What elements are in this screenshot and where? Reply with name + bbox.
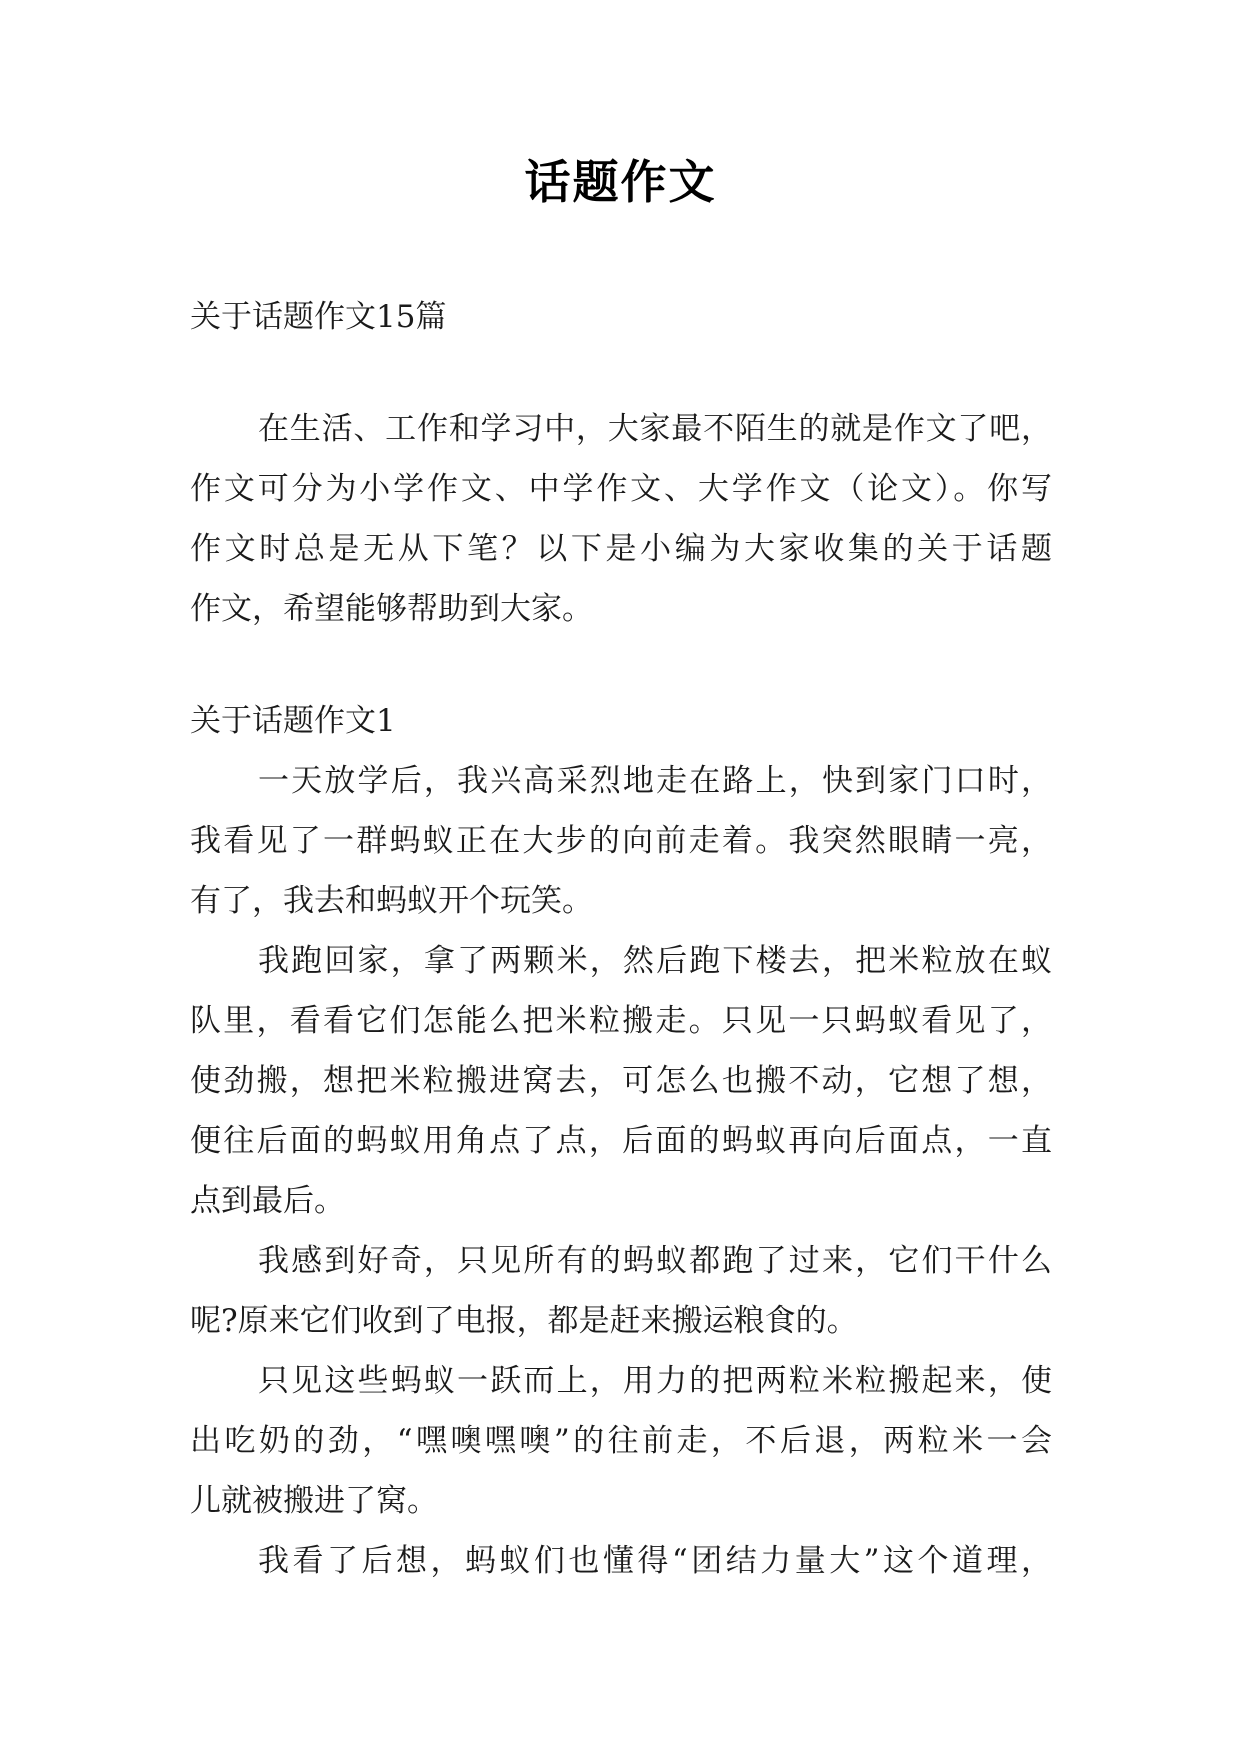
intro-line: 作文可分为小学作文、中学作文、大学作文（论文）。你写	[190, 471, 1052, 507]
intro-line: 作文时总是无从下笔？以下是小编为大家收集的关于话题	[190, 531, 1052, 567]
body-line: 我看见了一群蚂蚁正在大步的向前走着。我突然眼睛一亮，	[190, 823, 1052, 859]
body-line: 出吃奶的劲，“嘿噢嘿噢”的往前走，不后退，两粒米一会	[190, 1423, 1052, 1459]
body-line: 队里，看看它们怎能么把米粒搬走。只见一只蚂蚁看见了，	[190, 1003, 1052, 1039]
intro-line: 作文，希望能够帮助到大家。	[190, 591, 593, 627]
body-line: 点到最后。	[190, 1183, 345, 1219]
body-line: 我跑回家，拿了两颗米，然后跑下楼去，把米粒放在蚁	[258, 943, 1052, 979]
body-line: 儿就被搬进了窝。	[190, 1483, 438, 1519]
document-title: 话题作文	[524, 155, 717, 209]
body-line: 我感到好奇，只见所有的蚂蚁都跑了过来，它们干什么	[258, 1243, 1052, 1279]
body-line: 只见这些蚂蚁一跃而上，用力的把两粒米粒搬起来，使	[258, 1363, 1052, 1399]
body-line: 一天放学后，我兴高采烈地走在路上，快到家门口时，	[258, 763, 1052, 799]
section-heading: 关于话题作文1	[190, 703, 396, 739]
intro-line: 在生活、工作和学习中，大家最不陌生的就是作文了吧，	[258, 411, 1052, 447]
body-line: 我看了后想，蚂蚁们也懂得“团结力量大”这个道理，	[258, 1543, 1052, 1579]
body-line: 便往后面的蚂蚁用角点了点，后面的蚂蚁再向后面点，一直	[190, 1123, 1052, 1159]
document-subtitle: 关于话题作文15篇	[190, 299, 447, 335]
body-line: 使劲搬，想把米粒搬进窝去，可怎么也搬不动，它想了想，	[190, 1063, 1052, 1099]
body-line: 有了，我去和蚂蚁开个玩笑。	[190, 883, 593, 919]
body-line: 呢?原来它们收到了电报，都是赶来搬运粮食的。	[190, 1303, 858, 1339]
